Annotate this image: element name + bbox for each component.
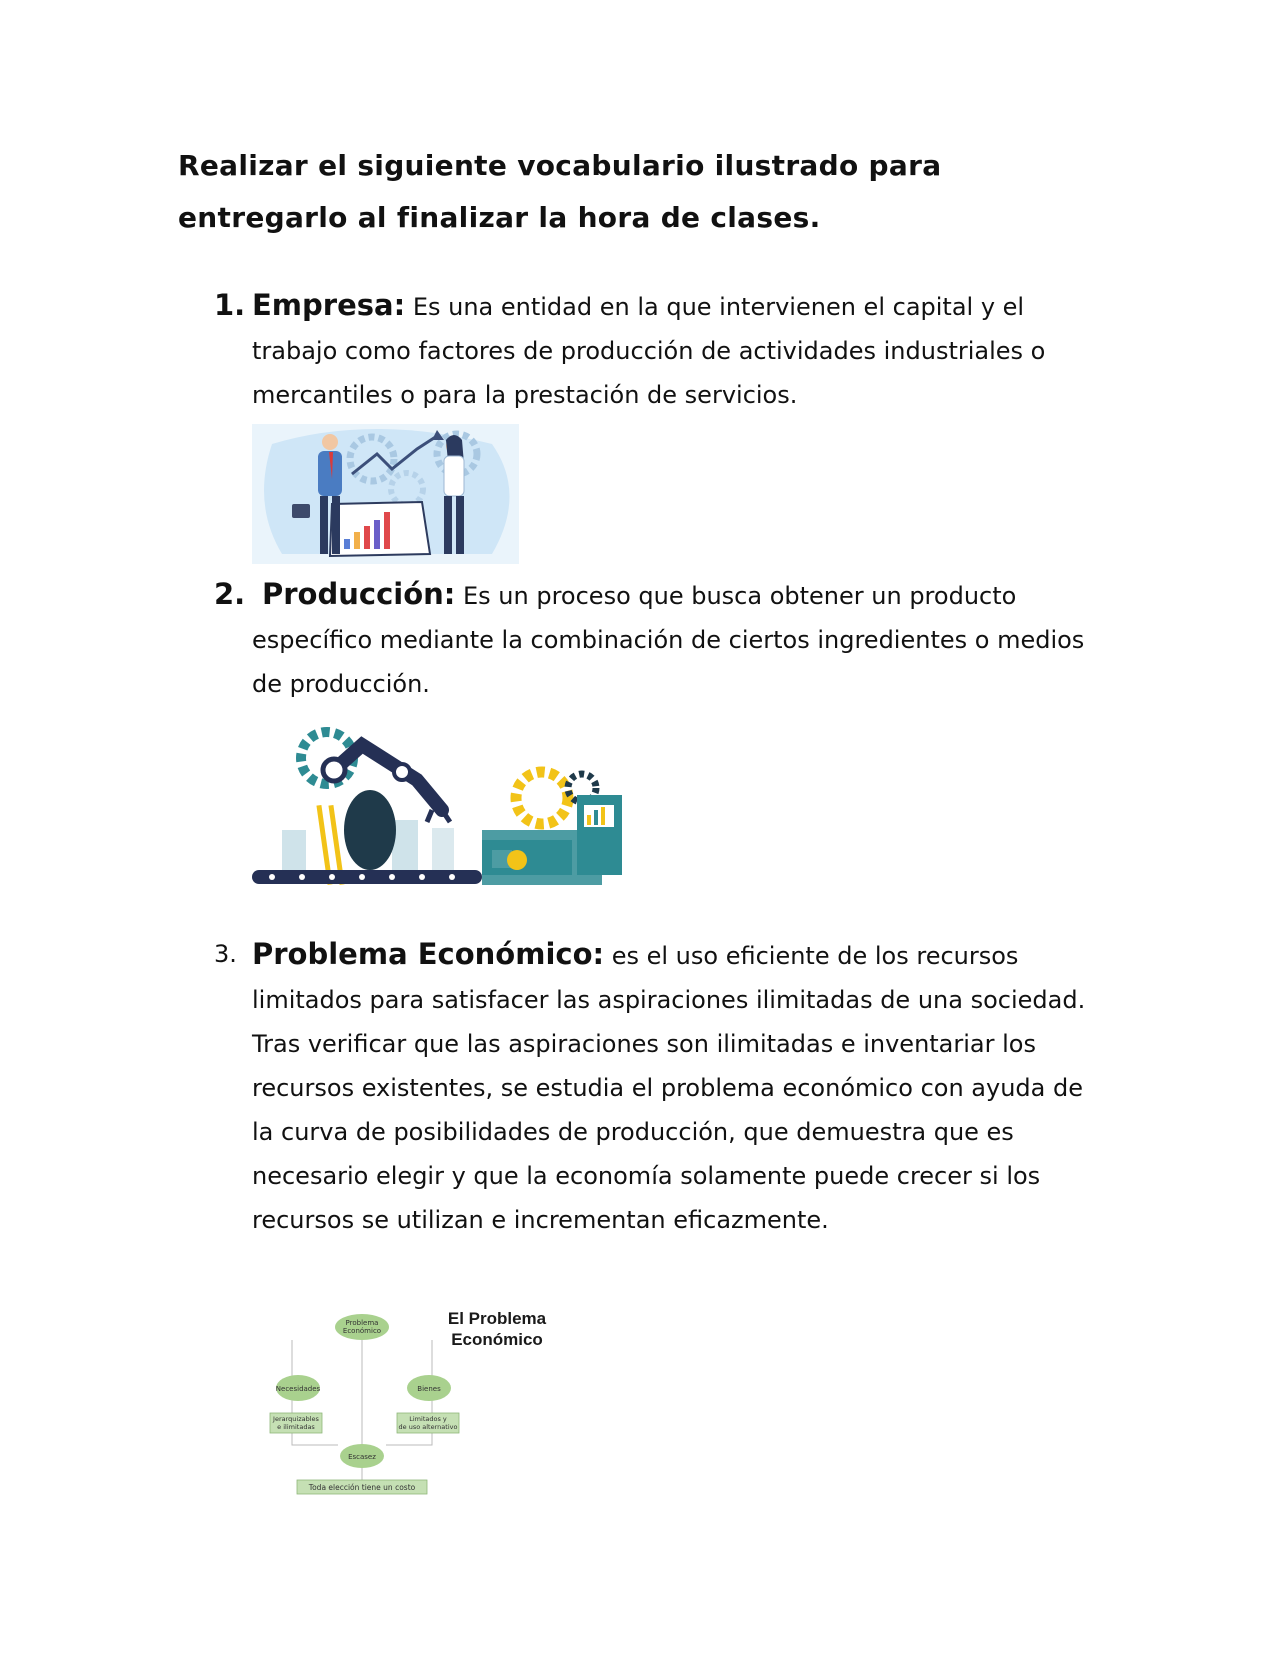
vocab-item-problema-economico: [214, 932, 1092, 1242]
item-number: 1.: [214, 288, 246, 322]
diagram-text: Limitados y: [409, 1415, 447, 1423]
item-term: Empresa:: [252, 288, 406, 322]
produccion-illustration: [252, 710, 632, 905]
item-term: Problema Económico:: [252, 937, 605, 971]
vocab-item-empresa: [214, 283, 1092, 417]
diagram-text: Jerarquizables: [273, 1415, 319, 1423]
title-line-1: Realizar el siguiente vocabulario ilustrado para: [178, 149, 942, 182]
diagram-text: Necesidades: [275, 1385, 321, 1393]
diagram-heading: Económico: [451, 1330, 543, 1349]
item-definition: Es un proceso que busca obtener un producto específico mediante la combinación de ciertos ingredientes o medios de producción.: [252, 582, 1085, 698]
diagram-text: Problema: [345, 1319, 379, 1327]
diagram-heading: El Problema: [447, 1309, 547, 1328]
diagram-box-limitados: [397, 1413, 459, 1433]
diagram-text: Toda elección tiene un costo: [308, 1483, 416, 1492]
item-number: 2.: [214, 577, 246, 611]
title-line-2: entregarlo al finalizar la hora de clases.: [178, 201, 821, 234]
diagram-box-jerarquizables: [270, 1413, 322, 1433]
diagram-node-problema: [335, 1314, 389, 1340]
diagram-text: Escasez: [348, 1453, 376, 1461]
diagram-node-necesidades: [276, 1375, 321, 1401]
diagram-node-escasez: [340, 1444, 384, 1468]
diagram-box-costo: [297, 1480, 427, 1494]
diagram-text: de uso alternativo: [398, 1423, 458, 1431]
vocab-item-produccion: [214, 572, 1092, 706]
diagram-text: Bienes: [417, 1385, 441, 1393]
empresa-illustration: [252, 424, 519, 564]
item-term: Producción:: [262, 577, 456, 611]
item-number: 3.: [214, 940, 237, 968]
gear-icon: [516, 772, 568, 824]
diagram-text: e ilimitadas: [277, 1423, 315, 1431]
diagram-node-bienes: [407, 1375, 451, 1401]
page-title: [178, 140, 1078, 244]
problema-economico-diagram: [262, 1300, 562, 1500]
item-definition: es el uso eficiente de los recursos limitados para satisfacer las aspiraciones ilimitadas de una sociedad. Tras verificar que las aspiraciones son ilimitadas e inventariar los recursos existentes, se estudia el problema económico con ayuda de la curva de posibilidades de producción, que demuestra que es necesario elegir y que la economía solamente puede crecer si los recursos se utilizan e incrementan eficazmente.: [252, 942, 1086, 1234]
item-definition: Es una entidad en la que intervienen el capital y el trabajo como factores de producción de actividades industriales o mercantiles o para la prestación de servicios.: [252, 293, 1046, 409]
diagram-text: Económico: [342, 1327, 382, 1335]
